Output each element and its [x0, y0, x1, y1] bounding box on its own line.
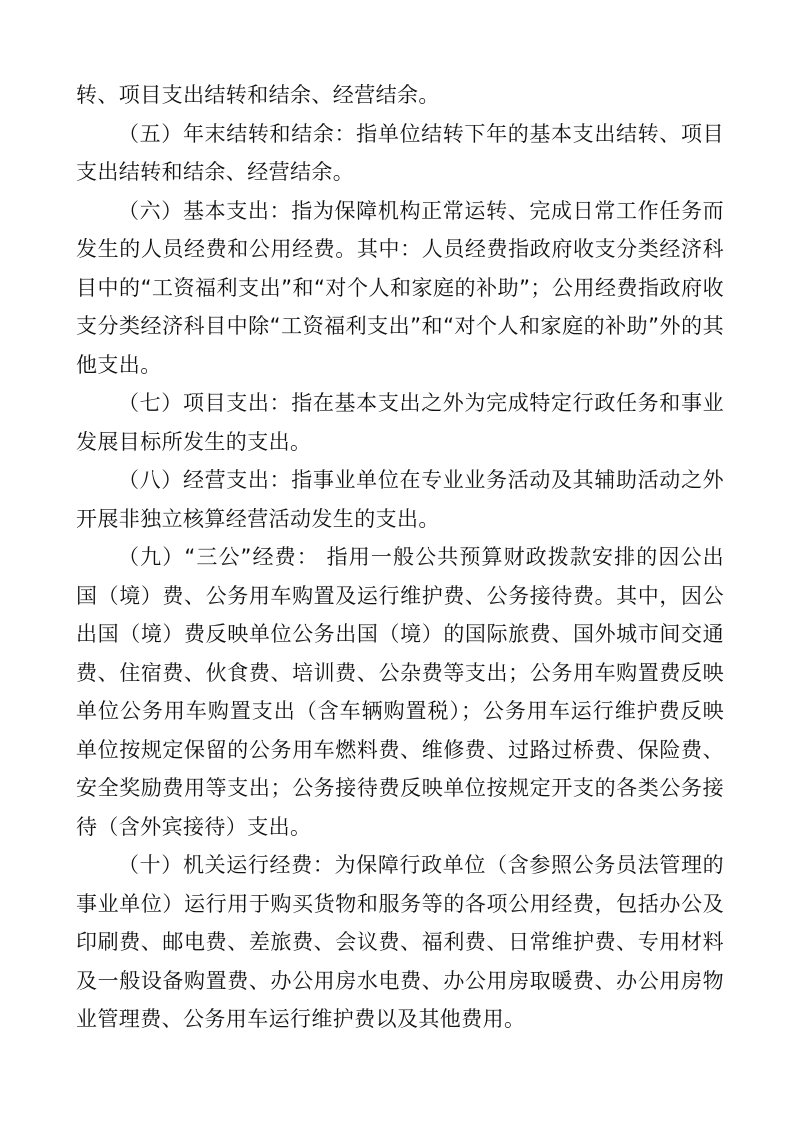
paragraph-continuation: 转、项目支出结转和结余、经营结余。 [76, 83, 440, 107]
paragraph-three-public-expenses: （九）“三公”经费： 指用一般公共预算财政拨款安排的因公出国（境）费、公务用车购置及运行维护费、公务接待费。其中，因公出国（境）费反映单位公务出国（境）的国际旅费、国外城市间交通费、住宿费、伙食费、培训费、公杂费等支出；公务用车购置费反映单位公务用车购置支出（含车辆购置税）；公务用车运行维护费反映单位按规定保留的公务用车燃料费、维修费、过路过桥费、保险费、安全奖励费用等支出；公务接待费反映单位按规定开支的各类公务接待（含外宾接待）支出。 [76, 545, 724, 839]
paragraph-year-end-balance: （五）年末结转和结余：指单位结转下年的基本支出结转、项目支出结转和结余、经营结余。 [76, 121, 724, 184]
paragraph-project-expenditure: （七）项目支出：指在基本支出之外为完成特定行政任务和事业发展目标所发生的支出。 [76, 391, 724, 454]
paragraph-agency-operating-costs: （十）机关运行经费：为保障行政单位（含参照公务员法管理的事业单位）运行用于购买货物和服务等的各项公用经费，包括办公及印刷费、邮电费、差旅费、会议费、福利费、日常维护费、专用材料及一般设备购置费、办公用房水电费、办公用房取暖费、办公用房物业管理费、公务用车运行维护费以及其他费用。 [76, 853, 724, 1031]
paragraph-operating-expenditure: （八）经营支出：指事业单位在专业业务活动及其辅助活动之外开展非独立核算经营活动发生的支出。 [76, 468, 724, 531]
document-body [76, 76, 724, 1039]
paragraph-basic-expenditure: （六）基本支出：指为保障机构正常运转、完成日常工作任务而发生的人员经费和公用经费。其中：人员经费指政府收支分类经济科目中的“工资福利支出”和“对个人和家庭的补助”；公用经费指政府收支分类经济科目中除“工资福利支出”和“对个人和家庭的补助”外的其他支出。 [76, 198, 724, 377]
